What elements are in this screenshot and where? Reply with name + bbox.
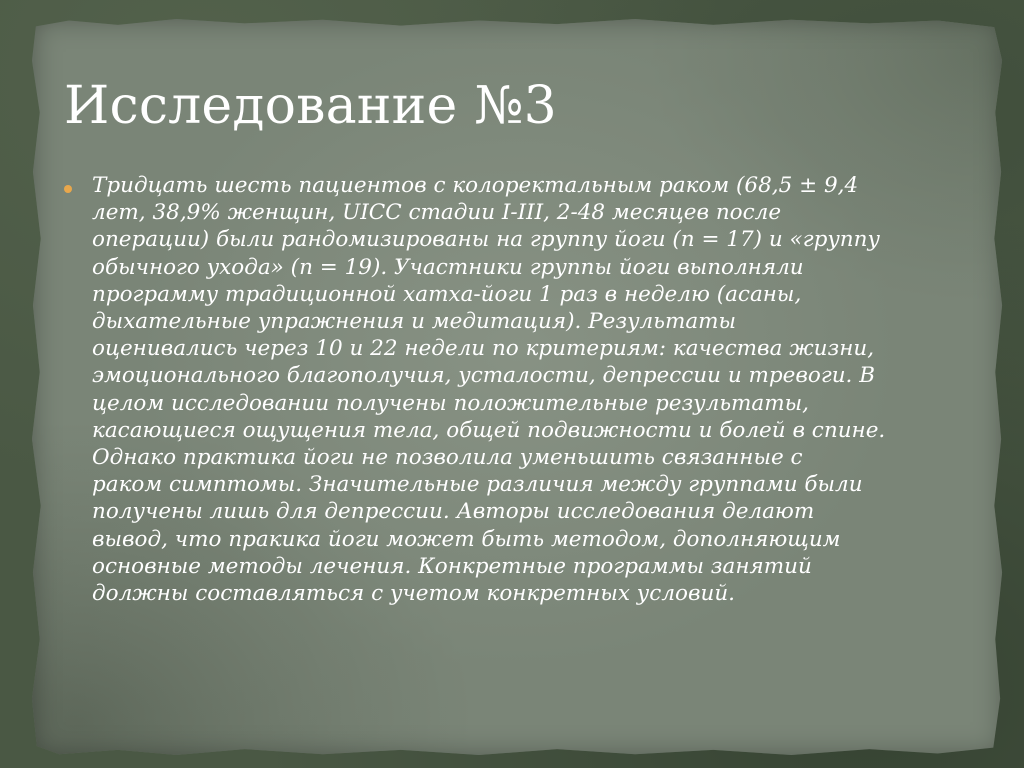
slide-title: Исследование №3 [64,76,557,136]
bullet-item [64,172,964,607]
bullet-dot-icon [64,185,72,193]
slide-content [64,172,964,607]
bullet-text: Тридцать шесть пациентов с колоректальным раком (68,5 ± 9,4 лет, 38,9% женщин, UICC стадии I-III, 2-48 месяцев после операции) были рандомизированы на группу йоги (n = 17) и «группу обычного ухода» (n = 19). Участники группы йоги выполняли программу традиционной хатха-йоги 1 раз в неделю (асаны, дыхательные упражнения и медитация). Результаты оценивались через 10 и 22 недели по критериям: качества жизни, эмоционального благополучия, усталости, депрессии и тревоги. В целом исследовании получены положительные результаты, касающиеся ощущения тела, общей подвижности и болей в спине. Однако практика йоги не позволила уменьшить связанные с раком симптомы. Значительные различия между группами были получены лишь для депрессии. Авторы исследования делают вывод, что пракика йоги может быть методом, дополняющим основные методы лечения. Конкретные программы занятий должны составляться с учетом конкретных условий. [92,173,886,607]
